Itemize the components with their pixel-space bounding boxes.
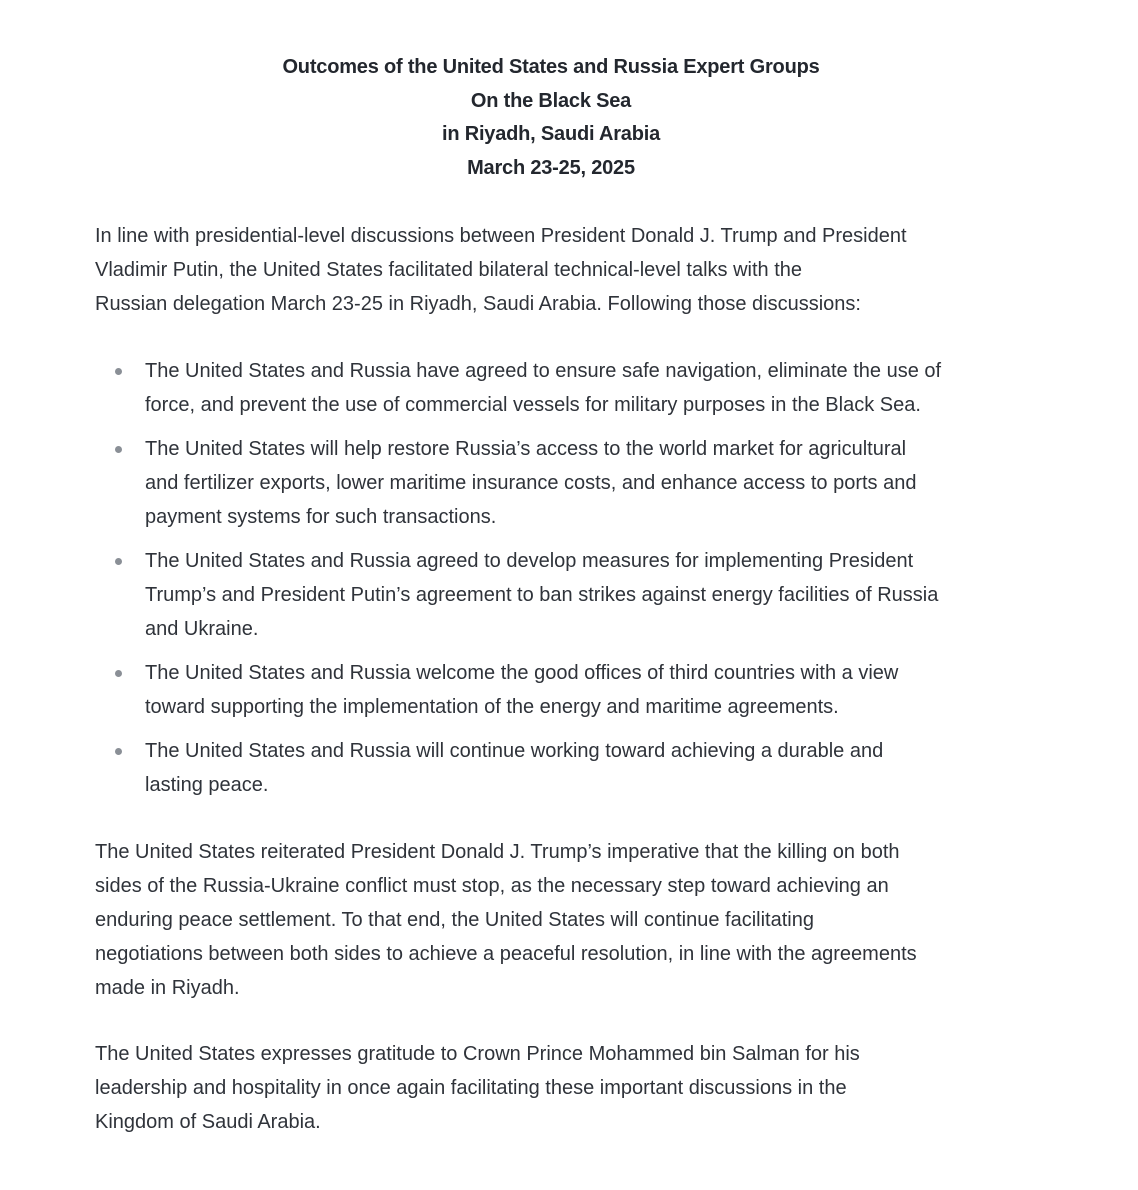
list-item-line: Trump’s and President Putin’s agreement to ban strikes against energy facilities of Russia	[145, 584, 939, 606]
document-header	[0, 51, 1102, 185]
list-item	[95, 734, 1025, 802]
list-item-line: The United States will help restore Russia’s access to the world market for agricultural	[145, 438, 907, 460]
list-item-line: toward supporting the implementation of the energy and maritime agreements.	[145, 696, 839, 718]
paragraph-line: negotiations between both sides to achieve a peaceful resolution, in line with the agreements	[95, 943, 917, 965]
list-item-line: The United States and Russia have agreed to ensure safe navigation, eliminate the use of	[145, 360, 942, 382]
bullet-dot-icon	[115, 558, 122, 565]
list-item	[95, 656, 1025, 724]
paragraph-line: leadership and hospitality in once again facilitating these important discussions in the	[95, 1077, 847, 1099]
reiteration-paragraph	[95, 835, 1025, 1005]
bullet-dot-icon	[115, 368, 122, 375]
gratitude-paragraph	[95, 1037, 1025, 1139]
header-date: March 23-25, 2025	[467, 156, 635, 179]
list-item-line: The United States and Russia welcome the good offices of third countries with a view	[145, 662, 899, 684]
list-item-line: The United States and Russia agreed to develop measures for implementing President	[145, 550, 914, 572]
header-location: in Riyadh, Saudi Arabia	[441, 123, 661, 145]
list-item	[95, 544, 1025, 646]
paragraph-line: The United States reiterated President Donald J. Trump’s imperative that the killing on both	[95, 841, 900, 863]
list-item-line: force, and prevent the use of commercial vessels for military purposes in the Black Sea.	[145, 394, 921, 416]
outcomes-list	[95, 354, 1025, 812]
bullet-dot-icon	[115, 446, 122, 453]
header-subtitle: On the Black Sea	[470, 89, 632, 112]
list-item-line: and Ukraine.	[145, 618, 259, 640]
intro-line: Vladimir Putin, the United States facilitated bilateral technical-level talks with the	[95, 259, 803, 281]
list-item-line: payment systems for such transactions.	[145, 506, 497, 528]
paragraph-line: The United States expresses gratitude to Crown Prince Mohammed bin Salman for his	[95, 1043, 860, 1065]
intro-line: In line with presidential-level discussions between President Donald J. Trump and President	[95, 225, 907, 247]
list-item	[95, 354, 1025, 422]
bullet-dot-icon	[115, 748, 122, 755]
paragraph-line: Kingdom of Saudi Arabia.	[95, 1111, 321, 1133]
paragraph-line: made in Riyadh.	[95, 977, 240, 999]
header-title: Outcomes of the United States and Russia Expert Groups	[282, 56, 820, 78]
paragraph-line: sides of the Russia-Ukraine conflict must stop, as the necessary step toward achieving an	[95, 875, 889, 897]
intro-line: Russian delegation March 23-25 in Riyadh, Saudi Arabia. Following those discussions:	[95, 293, 861, 315]
intro-paragraph	[95, 219, 1025, 321]
list-item	[95, 432, 1025, 534]
bullet-dot-icon	[115, 670, 122, 677]
list-item-line: The United States and Russia will continue working toward achieving a durable and	[145, 740, 884, 762]
list-item-line: lasting peace.	[145, 774, 269, 796]
list-item-line: and fertilizer exports, lower maritime insurance costs, and enhance access to ports and	[145, 472, 917, 494]
paragraph-line: enduring peace settlement. To that end, the United States will continue facilitating	[95, 909, 814, 931]
